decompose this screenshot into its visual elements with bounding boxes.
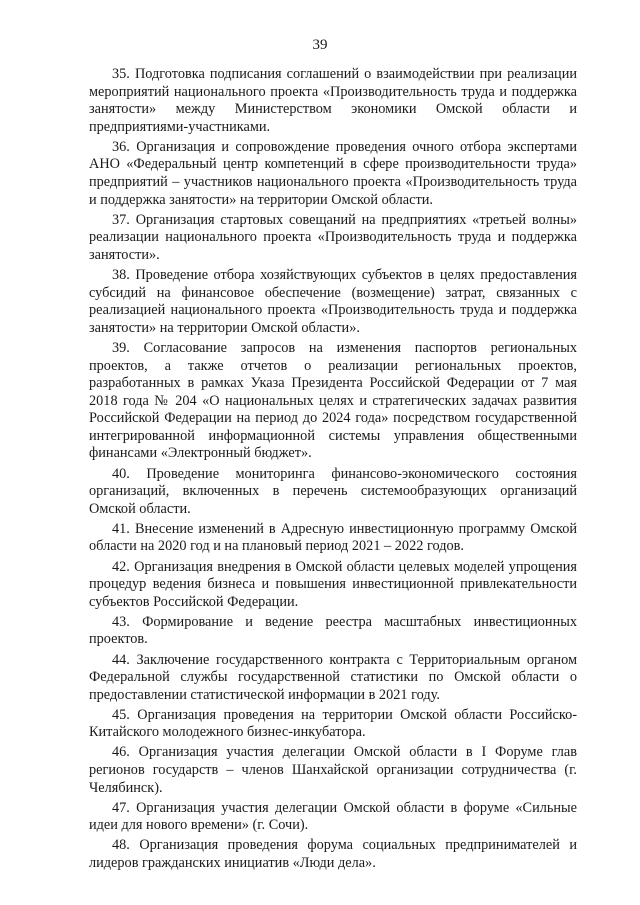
paragraph-43: 43. Формирование и ведение реестра масштабных инвестиционных проектов. xyxy=(89,613,577,648)
document-body xyxy=(89,66,577,875)
paragraph-41: 41. Внесение изменений в Адресную инвестиционную программу Омской области на 2020 год и на плановый период 2021 – 2022 годов. xyxy=(89,520,577,555)
paragraph-47: 47. Организация участия делегации Омской области в форуме «Сильные идеи для нового времени» (г. Сочи). xyxy=(89,799,577,834)
paragraph-40: 40. Проведение мониторинга финансово-экономического состояния организаций, включенных в перечень системообразующих организаций Омской области. xyxy=(89,465,577,517)
paragraph-45: 45. Организация проведения на территории Омской области Российско-Китайского молодежного бизнес-инкубатора. xyxy=(89,706,577,741)
paragraph-48: 48. Организация проведения форума социальных предпринимателей и лидеров гражданских инициатив «Люди дела». xyxy=(89,837,577,872)
page-number: 39 xyxy=(312,37,328,53)
paragraph-38: 38. Проведение отбора хозяйствующих субъектов в целях предоставления субсидий на финансовое обеспечение (возмещение) затрат, связанных с реализацией национального проекта «Производительность труда и поддержка занятости» на территории Омской области». xyxy=(89,267,577,336)
paragraph-37: 37. Организация стартовых совещаний на предприятиях «третьей волны» реализации национального проекта «Производительность труда и поддержка занятости». xyxy=(89,211,577,263)
paragraph-36: 36. Организация и сопровождение проведения очного отбора экспертами АНО «Федеральный центр компетенций в сфере производительности труда» предприятий – участников национального проекта «Производительность труда и поддержка занятости» на территории Омской области. xyxy=(89,138,577,208)
paragraph-44: 44. Заключение государственного контракта с Территориальным органом Федеральной службы государственной статистики по Омской области о предоставлении статистической информации в 2021 году. xyxy=(89,651,577,703)
paragraph-35: 35. Подготовка подписания соглашений о взаимодействии при реализации мероприятий национального проекта «Производительность труда и поддержка занятости» между Министерством экономики Омской области и предприятиями-участниками. xyxy=(89,66,577,135)
paragraph-46: 46. Организация участия делегации Омской области в I Форуме глав регионов государств – членов Шанхайской организации сотрудничества (г. Челябинск). xyxy=(89,744,577,796)
paragraph-42: 42. Организация внедрения в Омской области целевых моделей упрощения процедур ведения бизнеса и повышения инвестиционной привлекательности субъектов Российской Федерации. xyxy=(89,558,577,610)
paragraph-39: 39. Согласование запросов на изменения паспортов региональных проектов, а также отчетов о реализации региональных проектов, разработанных в рамках Указа Президента Российской Федерации от 7 мая 2018 года № 204 «О национальных целях и стратегических задачах развития Российской Федерации на период до 2024 года» посредством государственной интегрированной информационной системы управления общественными финансами «Электронный бюджет». xyxy=(89,339,577,462)
